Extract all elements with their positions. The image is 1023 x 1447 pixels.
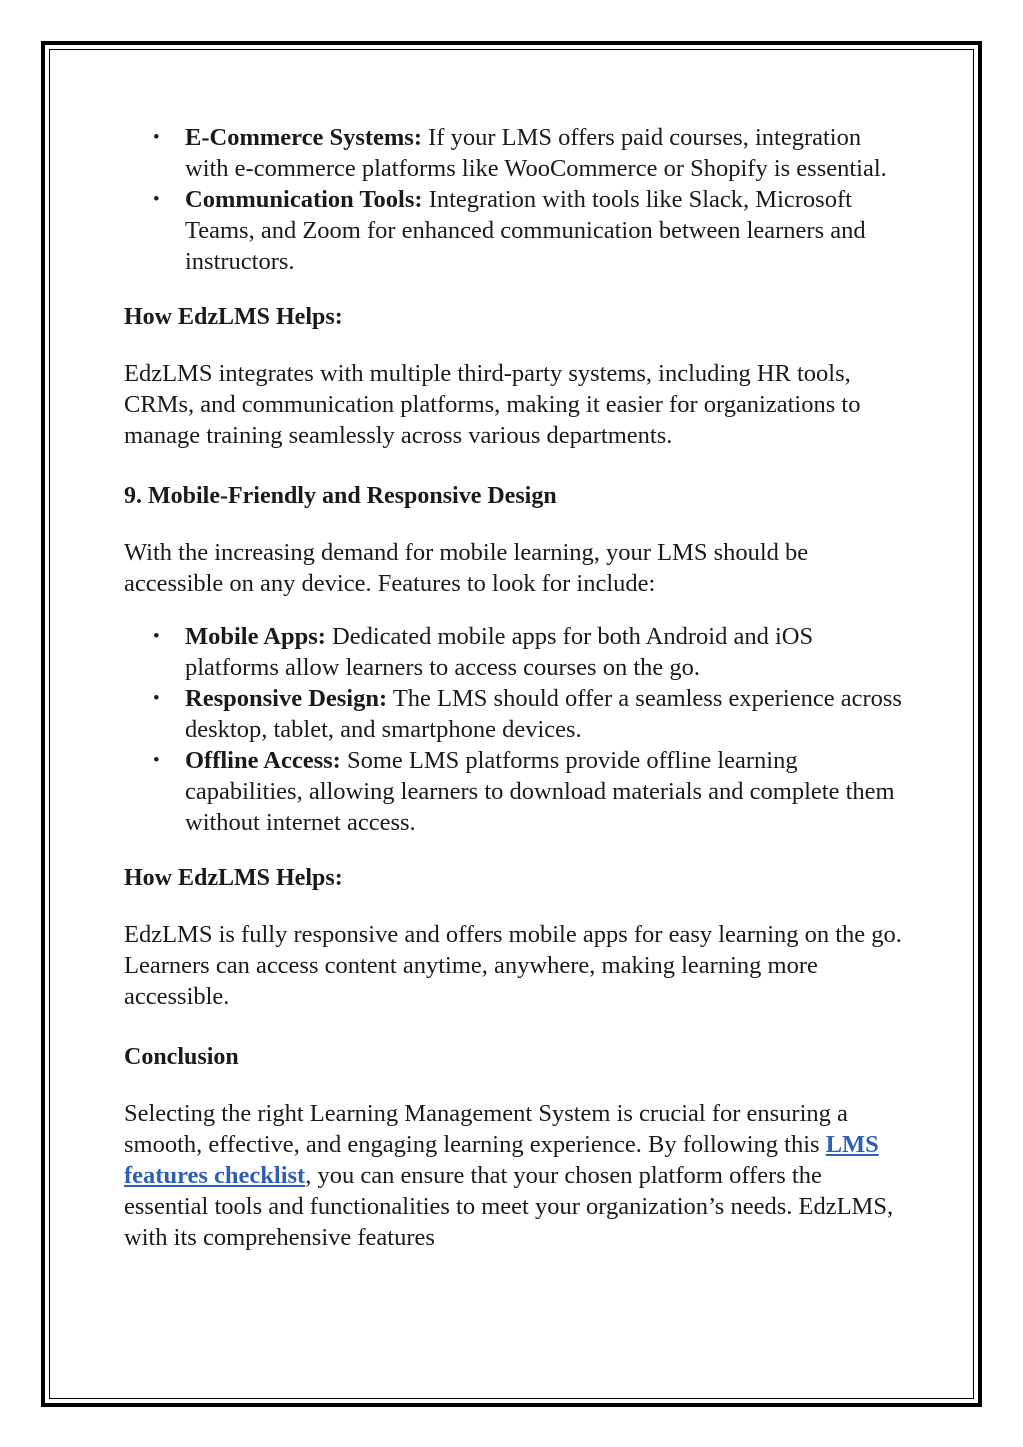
list-item-term: E-Commerce Systems:: [185, 124, 422, 151]
helps-paragraph-1: EdzLMS integrates with multiple third-party systems, including HR tools, CRMs, and communication platforms, making it easier for organizations to manage training seamlessly across various departments.: [124, 360, 861, 449]
list-item: [185, 683, 904, 745]
list-item: [185, 745, 904, 838]
mobile-features-list: [124, 621, 904, 838]
list-item-term: Responsive Design:: [185, 685, 388, 712]
list-item-text: Some LMS platforms provide offline learning capabilities, allowing learners to download materials and complete them without internet access.: [185, 747, 895, 836]
list-item: [185, 621, 904, 683]
list-item-text: Dedicated mobile apps for both Android and iOS platforms allow learners to access courses on the go.: [185, 623, 814, 681]
section-9-heading: 9. Mobile-Friendly and Responsive Design: [124, 483, 557, 509]
section-9-intro: With the increasing demand for mobile learning, your LMS should be accessible on any device. Features to look for include:: [124, 539, 809, 597]
integration-list: [124, 122, 904, 277]
list-item-term: Mobile Apps:: [185, 623, 326, 650]
list-item-text: If your LMS offers paid courses, integration with e-commerce platforms like WooCommerce or Shopify is essential.: [185, 124, 887, 182]
list-item-text: Integration with tools like Slack, Microsoft Teams, and Zoom for enhanced communication between learners and instructors.: [185, 186, 866, 275]
list-item: [185, 122, 904, 184]
conclusion-paragraph: [124, 1098, 904, 1253]
conclusion-heading: Conclusion: [124, 1044, 239, 1070]
lms-checklist-link[interactable]: LMS features checklist: [124, 1131, 879, 1189]
helps-paragraph-2: EdzLMS is fully responsive and offers mobile apps for easy learning on the go. Learners can access content anytime, anywhere, making learning more accessible.: [124, 921, 902, 1010]
conclusion-text-before: Selecting the right Learning Management System is crucial for ensuring a smooth, effective, and engaging learning experience. By following this: [124, 1100, 848, 1158]
list-item-text: The LMS should offer a seamless experience across desktop, tablet, and smartphone devices.: [185, 685, 902, 743]
helps-heading-1: How EdzLMS Helps:: [124, 304, 343, 330]
list-item-term: Communication Tools:: [185, 186, 423, 213]
conclusion-text-after: , you can ensure that your chosen platform offers the essential tools and functionalities to meet your organization’s needs. EdzLMS, with its comprehensive features: [124, 1162, 894, 1251]
list-item-term: Offline Access:: [185, 747, 341, 774]
document-body: [124, 122, 904, 1253]
helps-heading-2: How EdzLMS Helps:: [124, 865, 343, 891]
list-item: [185, 184, 904, 277]
